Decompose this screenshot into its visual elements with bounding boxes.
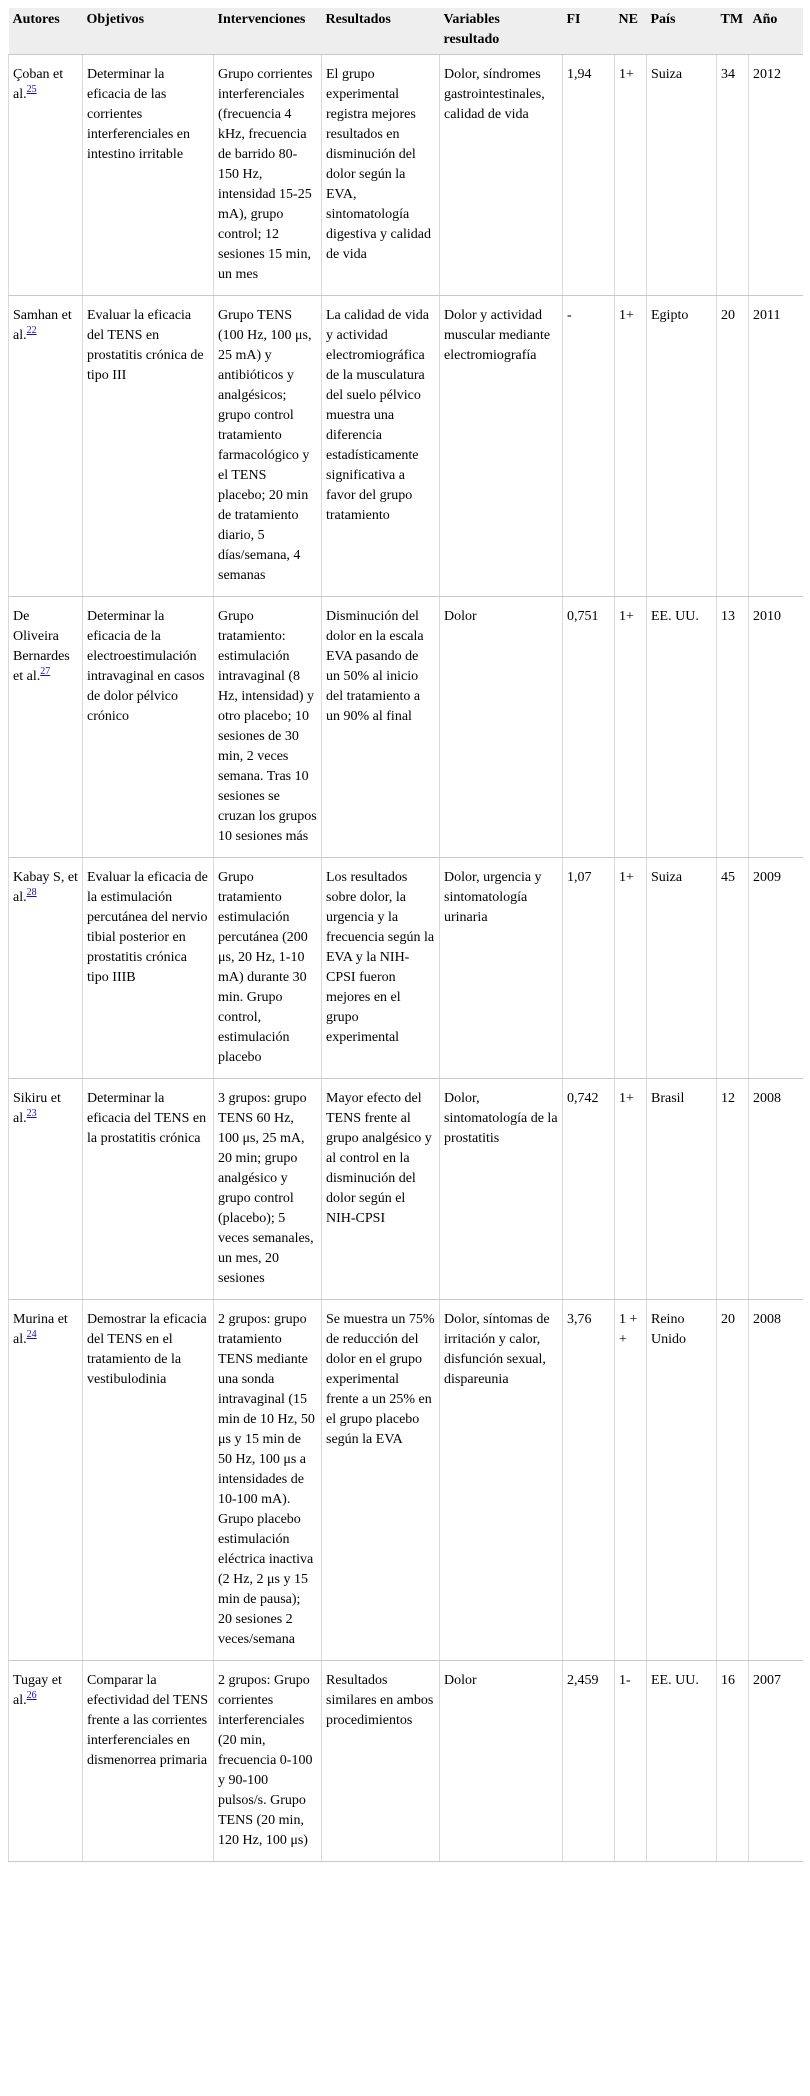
reference-superscript (27, 82, 37, 95)
cell-pais: Egipto (647, 296, 717, 597)
cell-intervenciones: Grupo tratamiento: estimulación intravaginal (8 Hz, intensidad) y otro placebo; 10 sesiones de 30 min, 2 veces semana. Tras 10 sesiones se cruzan los grupos 10 sesiones más (214, 597, 322, 858)
cell-anio: 2008 (749, 1079, 803, 1300)
cell-variables: Dolor, síndromes gastrointestinales, calidad de vida (440, 55, 563, 296)
header-autores: Autores (9, 8, 83, 55)
header-ne: NE (615, 8, 647, 55)
header-intervenciones: Intervenciones (214, 8, 322, 55)
cell-resultados: Se muestra un 75% de reducción del dolor en el grupo experimental frente a un 25% en el grupo placebo según la EVA (322, 1300, 440, 1661)
header-fi: FI (563, 8, 615, 55)
cell-tm: 12 (717, 1079, 749, 1300)
reference-superscript (27, 1327, 37, 1340)
cell-fi: 0,742 (563, 1079, 615, 1300)
reference-superscript (27, 1688, 37, 1701)
cell-autores (9, 1300, 83, 1661)
author-name: Sikiru et al. (13, 1091, 61, 1126)
cell-ne: 1+ (615, 858, 647, 1079)
cell-variables: Dolor (440, 1661, 563, 1862)
cell-variables: Dolor, urgencia y sintomatología urinaria (440, 858, 563, 1079)
cell-ne: 1+ (615, 55, 647, 296)
cell-tm: 45 (717, 858, 749, 1079)
cell-intervenciones: Grupo TENS (100 Hz, 100 μs, 25 mA) y antibióticos y analgésicos; grupo control tratamiento farmacológico y el TENS placebo; 20 min de tratamiento diario, 5 días/semana, 4 semanas (214, 296, 322, 597)
cell-tm: 20 (717, 296, 749, 597)
cell-autores (9, 55, 83, 296)
reference-link[interactable]: 26 (26, 1690, 37, 1702)
table-row (9, 55, 803, 296)
cell-intervenciones: 3 grupos: grupo TENS 60 Hz, 100 μs, 25 mA, 20 min; grupo analgésico y grupo control (placebo); 5 veces semanales, un mes, 20 sesiones (214, 1079, 322, 1300)
cell-pais: Reino Unido (647, 1300, 717, 1661)
cell-fi: 1,94 (563, 55, 615, 296)
reference-superscript (27, 1106, 37, 1119)
author-name: Kabay S, et al. (13, 870, 78, 905)
reference-superscript (27, 885, 37, 898)
cell-ne: 1 + + (615, 1300, 647, 1661)
header-anio: Año (749, 8, 803, 55)
cell-autores (9, 296, 83, 597)
cell-variables: Dolor, sintomatología de la prostatitis (440, 1079, 563, 1300)
cell-objetivos: Determinar la eficacia de la electroestimulación intravaginal en casos de dolor pélvico crónico (83, 597, 214, 858)
table-row (9, 1661, 803, 1862)
cell-variables: Dolor (440, 597, 563, 858)
cell-objetivos: Evaluar la eficacia de la estimulación percutánea del nervio tibial posterior en prostatitis crónica tipo IIIB (83, 858, 214, 1079)
header-objetivos: Objetivos (83, 8, 214, 55)
table-row (9, 1079, 803, 1300)
table-header (9, 8, 803, 55)
cell-intervenciones: 2 grupos: grupo tratamiento TENS mediante una sonda intravaginal (15 min de 10 Hz, 50 μs y 15 min de 50 Hz, 100 μs a intensidades de 10-100 mA). Grupo placebo estimulación eléctrica inactiva (2 Hz, 2 μs y 15 min de pausa); 20 sesiones 2 veces/semana (214, 1300, 322, 1661)
cell-fi: 2,459 (563, 1661, 615, 1862)
cell-intervenciones: 2 grupos: Grupo corrientes interferenciales (20 min, frecuencia 0-100 y 90-100 pulsos/s. Grupo TENS (20 min, 120 Hz, 100 μs) (214, 1661, 322, 1862)
reference-link[interactable]: 27 (40, 666, 51, 678)
cell-tm: 34 (717, 55, 749, 296)
cell-tm: 20 (717, 1300, 749, 1661)
cell-anio: 2012 (749, 55, 803, 296)
author-name: Çoban et al. (13, 67, 64, 102)
cell-autores (9, 1079, 83, 1300)
header-pais: País (647, 8, 717, 55)
header-variables-resultado: Variables resultado (440, 8, 563, 55)
header-resultados: Resultados (322, 8, 440, 55)
cell-ne: 1+ (615, 296, 647, 597)
cell-resultados: Mayor efecto del TENS frente al grupo analgésico y al control en la disminución del dolor según el NIH-CPSI (322, 1079, 440, 1300)
reference-superscript (40, 664, 50, 677)
cell-objetivos: Determinar la eficacia de las corrientes interferenciales en intestino irritable (83, 55, 214, 296)
cell-resultados: Los resultados sobre dolor, la urgencia y la frecuencia según la EVA y la NIH-CPSI fueron mejores en el grupo experimental (322, 858, 440, 1079)
cell-pais: EE. UU. (647, 597, 717, 858)
cell-pais: EE. UU. (647, 1661, 717, 1862)
cell-fi: 3,76 (563, 1300, 615, 1661)
header-tm: TM (717, 8, 749, 55)
reference-link[interactable]: 28 (26, 887, 37, 899)
author-name: Samhan et al. (13, 308, 72, 343)
cell-autores (9, 597, 83, 858)
cell-variables: Dolor y actividad muscular mediante electromiografía (440, 296, 563, 597)
table-body (9, 55, 803, 1862)
cell-objetivos: Comparar la efectividad del TENS frente a las corrientes interferenciales en dismenorrea primaria (83, 1661, 214, 1862)
cell-pais: Suiza (647, 858, 717, 1079)
cell-objetivos: Determinar la eficacia del TENS en la prostatitis crónica (83, 1079, 214, 1300)
cell-resultados: La calidad de vida y actividad electromiográfica de la musculatura del suelo pélvico muestra una diferencia estadísticamente significativa a favor del grupo tratamiento (322, 296, 440, 597)
author-name: De Oliveira Bernardes et al. (13, 609, 70, 684)
cell-autores (9, 858, 83, 1079)
cell-tm: 16 (717, 1661, 749, 1862)
cell-objetivos: Demostrar la eficacia del TENS en el tratamiento de la vestibulodinia (83, 1300, 214, 1661)
cell-pais: Brasil (647, 1079, 717, 1300)
table-row (9, 858, 803, 1079)
cell-anio: 2009 (749, 858, 803, 1079)
cell-variables: Dolor, síntomas de irritación y calor, disfunción sexual, dispareunia (440, 1300, 563, 1661)
studies-table (8, 8, 803, 1862)
reference-link[interactable]: 25 (26, 84, 37, 96)
cell-anio: 2010 (749, 597, 803, 858)
cell-intervenciones: Grupo tratamiento estimulación percutánea (200 μs, 20 Hz, 1-10 mA) durante 30 min. Grupo control, estimulación placebo (214, 858, 322, 1079)
author-name: Tugay et al. (13, 1673, 62, 1708)
table-row (9, 296, 803, 597)
cell-intervenciones: Grupo corrientes interferenciales (frecuencia 4 kHz, frecuencia de barrido 80-150 Hz, intensidad 15-25 mA), grupo control; 12 sesiones 15 min, un mes (214, 55, 322, 296)
cell-ne: 1- (615, 1661, 647, 1862)
cell-resultados: Resultados similares en ambos procedimientos (322, 1661, 440, 1862)
table-row (9, 1300, 803, 1661)
cell-ne: 1+ (615, 1079, 647, 1300)
cell-tm: 13 (717, 597, 749, 858)
reference-link[interactable]: 22 (26, 325, 37, 337)
cell-resultados: El grupo experimental registra mejores resultados en disminución del dolor según la EVA, sintomatología digestiva y calidad de vida (322, 55, 440, 296)
cell-fi: - (563, 296, 615, 597)
cell-anio: 2011 (749, 296, 803, 597)
cell-pais: Suiza (647, 55, 717, 296)
cell-fi: 0,751 (563, 597, 615, 858)
author-name: Murina et al. (13, 1312, 68, 1347)
cell-objetivos: Evaluar la eficacia del TENS en prostatitis crónica de tipo III (83, 296, 214, 597)
cell-resultados: Disminución del dolor en la escala EVA pasando de un 50% al inicio del tratamiento a un 90% al final (322, 597, 440, 858)
table-row (9, 597, 803, 858)
reference-link[interactable]: 23 (26, 1108, 37, 1120)
reference-link[interactable]: 24 (26, 1329, 37, 1341)
cell-autores (9, 1661, 83, 1862)
cell-anio: 2008 (749, 1300, 803, 1661)
cell-anio: 2007 (749, 1661, 803, 1862)
reference-superscript (27, 323, 37, 336)
cell-ne: 1+ (615, 597, 647, 858)
cell-fi: 1,07 (563, 858, 615, 1079)
